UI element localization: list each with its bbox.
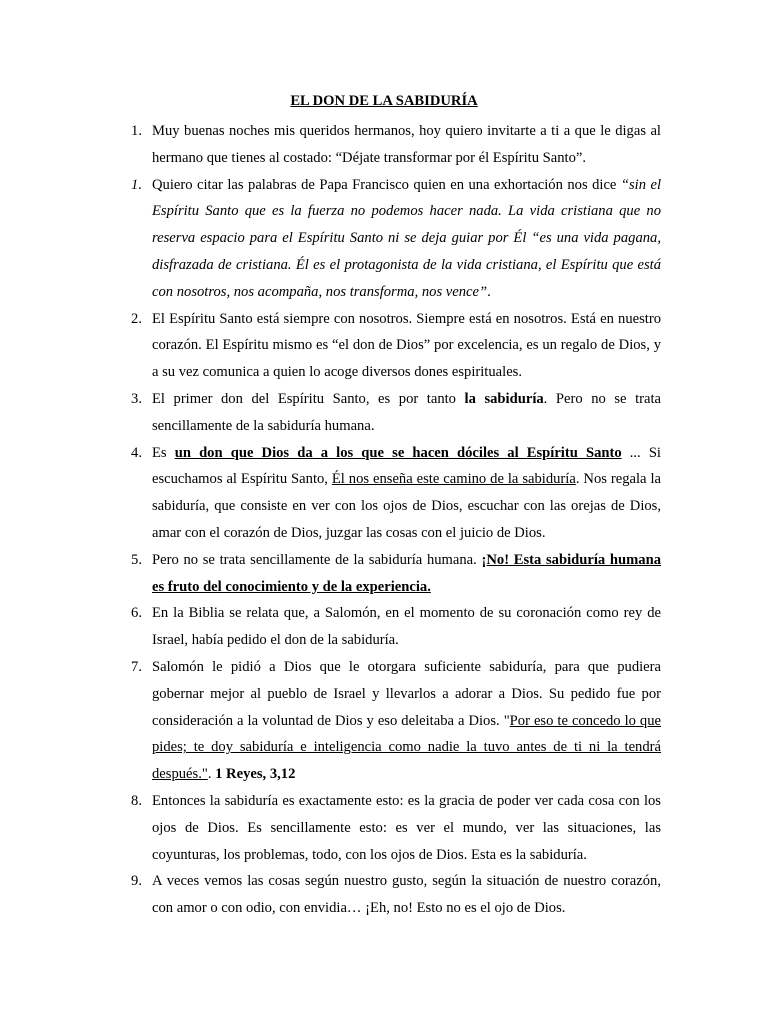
item-text xyxy=(152,306,661,386)
list-item xyxy=(0,386,768,440)
item-text xyxy=(152,172,661,306)
item-number: 7. xyxy=(131,658,142,675)
item-text xyxy=(152,547,661,601)
text-run: Entonces la sabiduría es exactamente esto: es la gracia de poder ver cada cosa con los ojos de Dios. Es sencillamente esto: es ver el mundo, ver las situaciones, las coyunturas, los problemas, todo, con los ojos de Dios. Esta es la sabiduría. xyxy=(152,792,661,863)
list-item xyxy=(0,788,768,868)
item-number: 9. xyxy=(131,873,142,890)
item-number: 3. xyxy=(131,390,142,407)
item-number: 5. xyxy=(131,551,142,568)
item-number: 1. xyxy=(131,123,142,139)
item-number: 1. xyxy=(131,176,142,193)
list-item xyxy=(0,547,768,601)
text-run: A veces vemos las cosas según nuestro gusto, según la situación de nuestro corazón, con amor o con odio, con envidia… ¡Eh, no! Esto no es el ojo de Dios. xyxy=(152,873,661,917)
list-item xyxy=(0,118,768,172)
text-run: El primer don del Espíritu Santo, es por tanto xyxy=(152,390,465,407)
text-run: Quiero citar las palabras de Papa Francisco quien en una exhortación nos dice xyxy=(152,176,621,193)
item-text xyxy=(152,654,661,788)
list-item xyxy=(0,306,768,386)
text-run: En la Biblia se relata que, a Salomón, en el momento de su coronación como rey de Israel, había pedido el don de la sabiduría. xyxy=(152,605,661,649)
item-text xyxy=(152,118,661,172)
text-run: Muy buenas noches mis queridos hermanos, hoy quiero invitarte a ti a que le digas al hermano que tienes al costado: “Déjate transformar por él Espíritu Santo”. xyxy=(152,123,661,166)
document-title: EL DON DE LA SABIDURÍA xyxy=(290,93,478,109)
text-run: . Pero no se trata sencillamente de la sabiduría humana. xyxy=(152,390,661,434)
item-text xyxy=(152,868,661,922)
emphasis-bold-underline: ¡No! Esta sabiduría humana es fruto del conocimiento y de la experiencia. xyxy=(152,551,661,595)
list-item xyxy=(0,654,768,788)
item-text xyxy=(152,788,661,868)
text-run: El Espíritu Santo está siempre con nosotros. Siempre está en nosotros. Está en nuestro corazón. El Espíritu mismo es “el don de Dios” por excelencia, es un regalo de Dios, y a su vez comunica a quien lo acoge diversos dones espirituales. xyxy=(152,310,661,381)
emphasis-underline: Él nos enseña este camino de la sabiduría xyxy=(331,471,576,488)
bible-reference: 1 Reyes, 3,12 xyxy=(215,766,296,783)
item-number: 2. xyxy=(131,310,142,327)
item-text xyxy=(152,440,661,547)
bible-quote: Por eso te concedo lo que pides; te doy sabiduría e inteligencia como nadie la tuvo antes de ti ni la tendrá después." xyxy=(152,712,662,783)
item-text xyxy=(152,600,661,654)
text-run: Es xyxy=(152,444,175,461)
list-item xyxy=(0,172,768,306)
emphasis-bold-underline: un don que Dios da a los que se hacen dóciles al Espíritu Santo xyxy=(174,444,622,461)
list-item xyxy=(0,868,768,922)
numbered-list xyxy=(0,118,768,922)
text-run: . xyxy=(207,766,216,783)
text-run: . Nos regala la sabiduría, que consiste en ver con los ojos de Dios, escuchar con las orejas de Dios, amar con el corazón de Dios, juzgar las cosas con el juicio de Dios. xyxy=(152,471,661,541)
text-run: . xyxy=(487,283,491,300)
list-item xyxy=(0,440,768,547)
item-number: 4. xyxy=(131,444,142,461)
emphasis-bold: la sabiduría xyxy=(464,390,544,407)
item-number: 8. xyxy=(131,792,142,809)
papal-quote: “sin el Espíritu Santo que es la fuerza no podemos hacer nada. La vida cristiana que no reserva espacio para el Espíritu Santo ni se deja guiar por Él “es una vida pagana, disfrazada de cristiana. Él es el protagonista de la vida cristiana, el Espíritu que está con nosotros, nos acompaña, nos transforma, nos vence” xyxy=(152,176,661,300)
text-run: Salomón le pidió a Dios que le otorgara suficiente sabiduría, para que pudiera gobernar mejor al pueblo de Israel y llevarlos a adorar a Dios. Su pedido fue por consideración a la voluntad de Dios y eso deleitaba a Dios. " xyxy=(152,658,661,729)
list-item xyxy=(0,600,768,654)
item-number: 6. xyxy=(131,605,142,622)
text-run: ... Si escuchamos al Espíritu Santo, xyxy=(152,444,661,488)
text-run: Pero no se trata sencillamente de la sabiduría humana. xyxy=(152,551,482,568)
item-text xyxy=(152,386,661,440)
